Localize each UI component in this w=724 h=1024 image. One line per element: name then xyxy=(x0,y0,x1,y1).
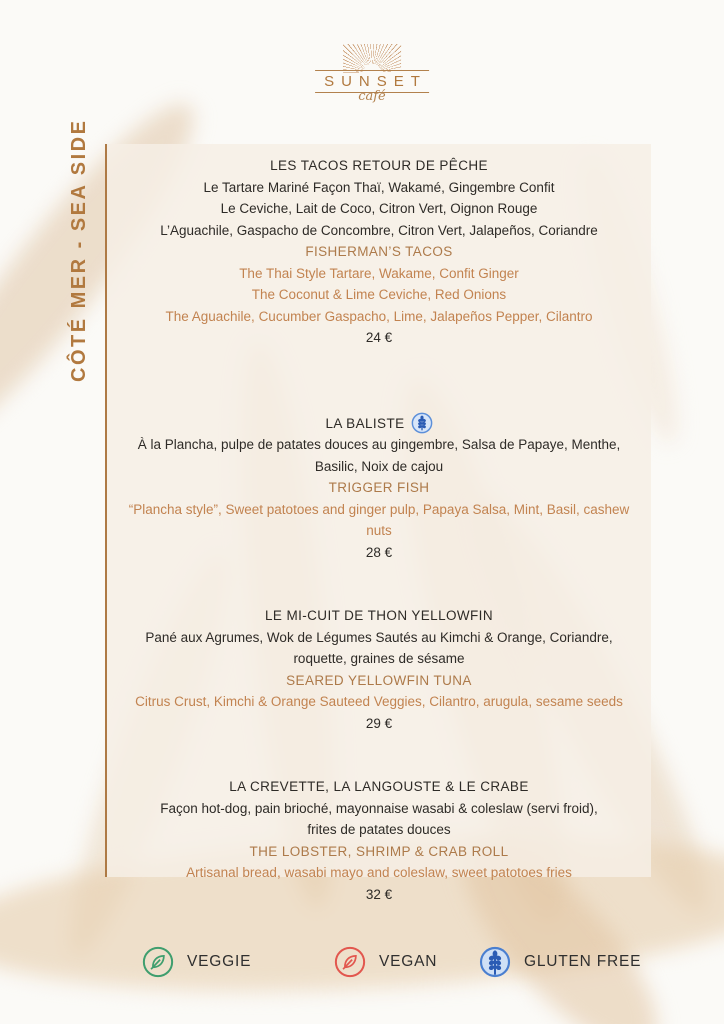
dish-title-en: FISHERMAN’S TACOS xyxy=(305,244,453,259)
dish-desc-fr: roquette, graines de sésame xyxy=(293,651,465,666)
gluten-free-wheat-icon xyxy=(479,946,511,978)
menu-category-side-label: CÔTÉ MER - SEA SIDE xyxy=(68,118,90,382)
dish-price: 29 € xyxy=(365,715,393,731)
dish-desc-fr: Pané aux Agrumes, Wok de Légumes Sautés au Kimchi & Orange, Coriandre, xyxy=(145,629,613,645)
dish-price: 24 € xyxy=(365,330,393,345)
logo-name: SUNSET xyxy=(315,70,429,93)
dish-desc-en: “Plancha style”, Sweet patotoes and ginger pulp, Papaya Salsa, Mint, Basil, cashew nuts xyxy=(128,501,630,538)
dish-title-fr-text: LES TACOS RETOUR DE PÊCHE xyxy=(270,158,488,173)
dish-title-en: SEARED YELLOWFIN TUNA xyxy=(286,672,472,688)
legend-veggie xyxy=(142,946,251,978)
menu-item-fishermans-tacos xyxy=(117,155,641,349)
dish-desc-fr: Le Tartare Mariné Façon Thaï, Wakamé, Gingembre Confit xyxy=(203,179,555,195)
dish-desc-en: The Aguachile, Cucumber Gaspacho, Lime, Jalapeños Pepper, Cilantro xyxy=(165,308,593,324)
veggie-leaf-icon xyxy=(142,946,174,978)
legend-veggie-label: VEGGIE xyxy=(187,953,252,970)
dish-desc-fr: frites de patates douces xyxy=(307,822,451,837)
dish-title-fr-text: LE MI-CUIT DE THON YELLOWFIN xyxy=(265,608,493,623)
menu-item-trigger-fish xyxy=(117,412,641,564)
dish-title-fr-text: LA BALISTE xyxy=(325,415,405,431)
dish-title-fr-text: LA CREVETTE, LA LANGOUSTE & LE CRABE xyxy=(229,779,529,794)
dish-desc-fr: Le Ceviche, Lait de Coco, Citron Vert, Oignon Rouge xyxy=(220,201,538,216)
restaurant-logo xyxy=(315,44,429,104)
dish-title-en: TRIGGER FISH xyxy=(328,480,430,495)
dish-desc-fr: À la Plancha, pulpe de patates douces au gingembre, Salsa de Papaye, Menthe, xyxy=(137,437,621,452)
dish-desc-fr: Basilic, Noix de cajou xyxy=(314,458,444,474)
dish-desc-en: The Coconut & Lime Ceviche, Red Onions xyxy=(251,287,507,302)
dish-title-fr xyxy=(117,605,641,627)
legend-gluten-free xyxy=(479,946,641,978)
dish-price: 28 € xyxy=(365,544,393,560)
dish-desc-en: The Thai Style Tartare, Wakame, Confit Ginger xyxy=(239,265,519,281)
dish-desc-fr: L’Aguachile, Gaspacho de Concombre, Citron Vert, Jalapeños, Coriandre xyxy=(160,222,598,238)
menu-item-lobster-roll xyxy=(117,776,641,905)
menu-item-yellowfin-tuna xyxy=(117,605,641,734)
dish-price: 32 € xyxy=(365,886,393,902)
dish-title-en: THE LOBSTER, SHRIMP & CRAB ROLL xyxy=(249,843,509,859)
gluten-free-icon xyxy=(411,412,433,434)
dish-title-fr xyxy=(117,155,641,177)
dish-desc-fr: Façon hot-dog, pain brioché, mayonnaise wasabi & coleslaw (servi froid), xyxy=(160,800,598,816)
logo-subtitle: café xyxy=(358,89,386,104)
dish-title-fr xyxy=(117,776,641,798)
sun-rays-icon xyxy=(343,44,401,73)
dish-title-fr xyxy=(117,412,641,435)
dish-desc-en: Citrus Crust, Kimchi & Orange Sauteed Veggies, Cilantro, arugula, sesame seeds xyxy=(135,694,623,709)
dietary-legend xyxy=(0,946,724,986)
legend-vegan-label: VEGAN xyxy=(379,953,438,970)
legend-vegan xyxy=(334,946,437,978)
vegan-leaf-icon xyxy=(334,946,366,978)
legend-gluten-free-label: GLUTEN FREE xyxy=(524,953,642,970)
menu-panel xyxy=(105,144,651,902)
dish-desc-en: Artisanal bread, wasabi mayo and coleslaw, sweet patotoes fries xyxy=(186,865,572,880)
